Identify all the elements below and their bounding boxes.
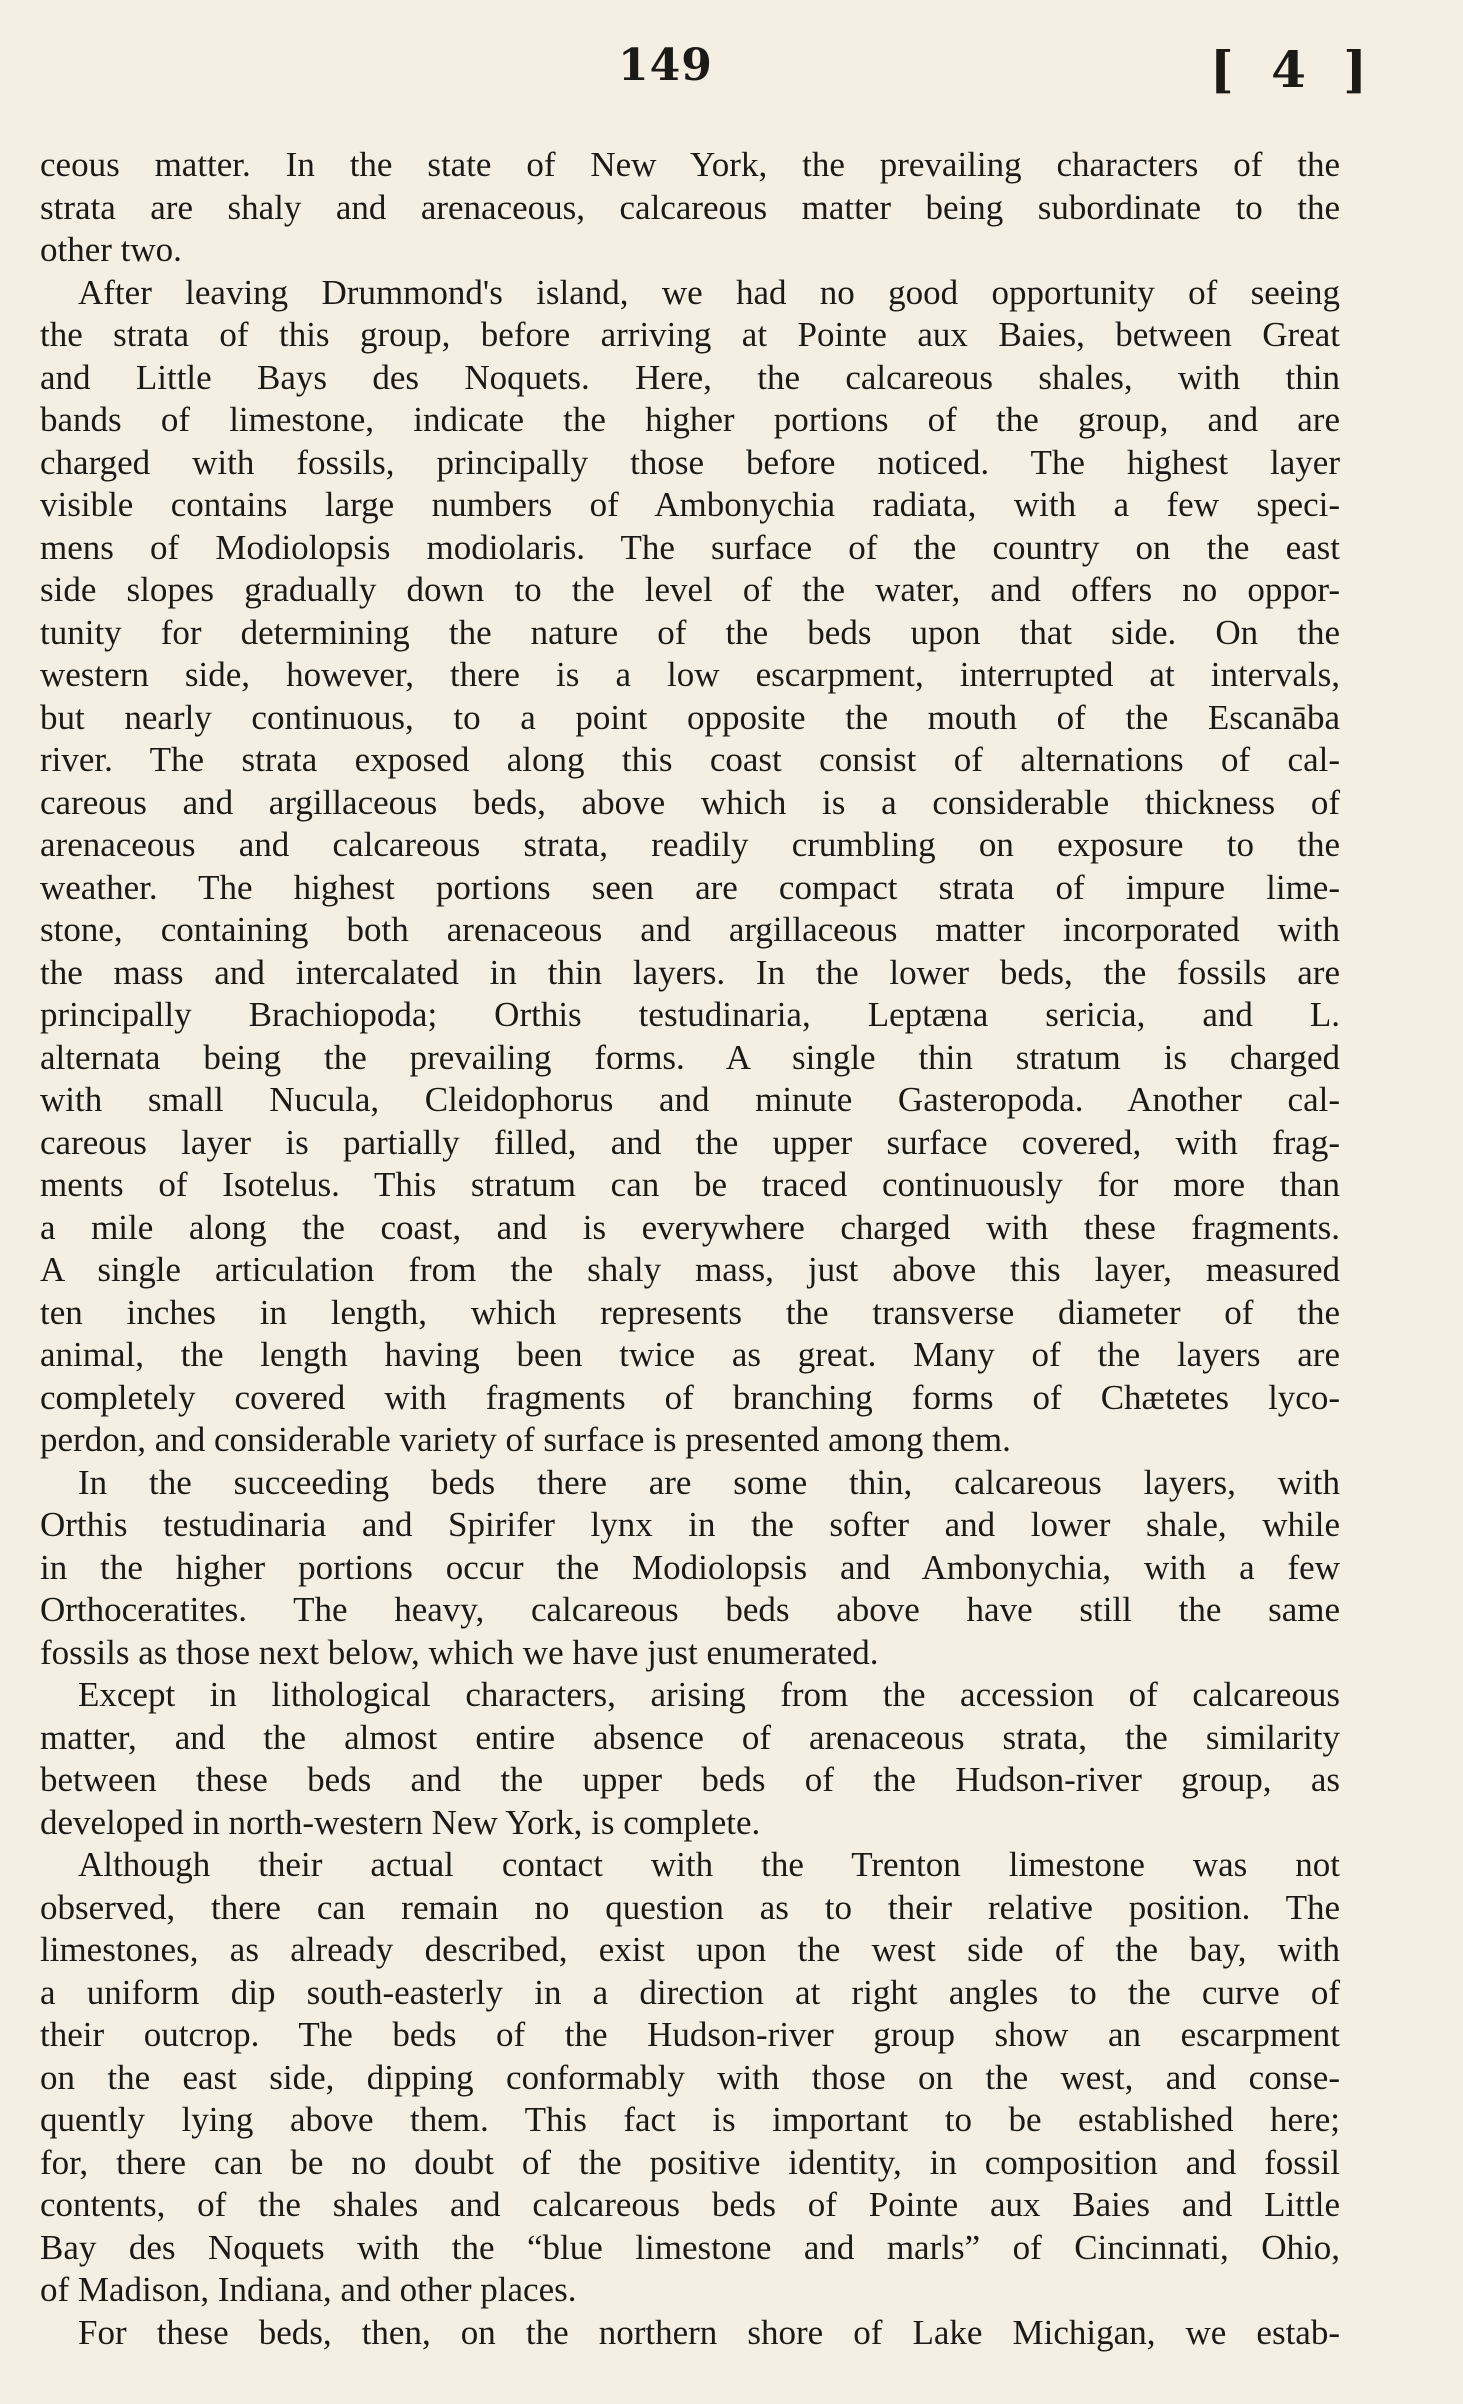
page-number: 149 bbox=[618, 40, 713, 91]
text-line: developed in north-western New York, is complete. bbox=[40, 1802, 761, 1842]
paragraph-start-line: Although their actual contact with the Trenton limestone was not bbox=[78, 1845, 1340, 1884]
text-line: but nearly continuous, to a point opposite the mouth of the Escanāba bbox=[40, 697, 1340, 737]
text-line: of Madison, Indiana, and other places. bbox=[40, 2270, 577, 2309]
text-line: the mass and intercalated in thin layers. In the lower beds, the fossils are bbox=[40, 952, 1340, 992]
text-line: ceous matter. In the state of New York, the prevailing characters of the bbox=[40, 145, 1340, 184]
text-line: in the higher portions occur the Modiolopsis and Ambonychia, with a few bbox=[40, 1547, 1340, 1587]
text-line: the strata of this group, before arriving at Pointe aux Baies, between Great bbox=[40, 315, 1340, 354]
text-line: a uniform dip south-easterly in a direction at right angles to the curve of bbox=[40, 1972, 1340, 2012]
sheet-mark: [ 4 ] bbox=[1210, 40, 1377, 99]
text-line: a mile along the coast, and is everywhere charged with these fragments. bbox=[40, 1207, 1340, 1247]
text-line: stone, containing both arenaceous and argillaceous matter incorporated with bbox=[40, 910, 1340, 949]
text-line: other two. bbox=[40, 230, 182, 269]
paragraph-start-line: In the succeeding beds there are some thin, calcareous layers, with bbox=[78, 1462, 1340, 1502]
text-line: mens of Modiolopsis modiolaris. The surface of the country on the east bbox=[40, 527, 1340, 567]
text-line: perdon, and considerable variety of surface is presented among them. bbox=[40, 1420, 1011, 1459]
text-line: principally Brachiopoda; Orthis testudinaria, Leptæna sericia, and L. bbox=[40, 995, 1340, 1034]
text-line: completely covered with fragments of branching forms of Chætetes lyco- bbox=[40, 1377, 1340, 1417]
text-line: careous and argillaceous beds, above which is a considerable thickness of bbox=[40, 782, 1340, 822]
text-line: on the east side, dipping conformably with those on the west, and conse- bbox=[40, 2057, 1340, 2097]
text-line: A single articulation from the shaly mass, just above this layer, measured bbox=[40, 1250, 1340, 1289]
text-line: Orthoceratites. The heavy, calcareous beds above have still the same bbox=[40, 1590, 1340, 1629]
text-line: charged with fossils, principally those before noticed. The highest layer bbox=[40, 442, 1340, 482]
text-line: contents, of the shales and calcareous beds of Pointe aux Baies and Little bbox=[40, 2185, 1340, 2224]
paragraph-start-line: Except in lithological characters, arising from the accession of calcareous bbox=[78, 1675, 1340, 1714]
text-line: between these beds and the upper beds of the Hudson-river group, as bbox=[40, 1760, 1340, 1799]
text-line: tunity for determining the nature of the beds upon that side. On the bbox=[40, 612, 1340, 652]
page-header bbox=[0, 40, 1463, 100]
paragraph-start-line: After leaving Drummond's island, we had no good opportunity of seeing bbox=[78, 272, 1340, 312]
text-line: weather. The highest portions seen are compact strata of impure lime- bbox=[40, 867, 1340, 907]
text-line: visible contains large numbers of Ambonychia radiata, with a few speci- bbox=[40, 485, 1340, 524]
text-line: Orthis testudinaria and Spirifer lynx in the softer and lower shale, while bbox=[40, 1505, 1340, 1544]
text-line: river. The strata exposed along this coast consist of alternations of cal- bbox=[40, 740, 1340, 779]
body-text bbox=[40, 144, 1340, 2354]
text-line: arenaceous and calcareous strata, readily crumbling on exposure to the bbox=[40, 825, 1340, 864]
text-line: their outcrop. The beds of the Hudson-river group show an escarpment bbox=[40, 2015, 1340, 2054]
text-line: bands of limestone, indicate the higher portions of the group, and are bbox=[40, 400, 1340, 439]
text-line: quently lying above them. This fact is important to be established here; bbox=[40, 2100, 1340, 2139]
text-line: and Little Bays des Noquets. Here, the calcareous shales, with thin bbox=[40, 357, 1340, 397]
text-line: with small Nucula, Cleidophorus and minute Gasteropoda. Another cal- bbox=[40, 1080, 1340, 1119]
text-line: side slopes gradually down to the level of the water, and offers no oppor- bbox=[40, 570, 1340, 609]
text-line: matter, and the almost entire absence of arenaceous strata, the similarity bbox=[40, 1717, 1340, 1757]
text-line: ten inches in length, which represents the transverse diameter of the bbox=[40, 1292, 1340, 1332]
text-line: ments of Isotelus. This stratum can be traced continuously for more than bbox=[40, 1165, 1340, 1204]
text-line: western side, however, there is a low escarpment, interrupted at intervals, bbox=[40, 655, 1340, 694]
text-line: Bay des Noquets with the “blue limestone and marls” of Cincinnati, Ohio, bbox=[40, 2227, 1340, 2267]
text-line: strata are shaly and arenaceous, calcareous matter being subordinate to the bbox=[40, 187, 1340, 227]
text-line: observed, there can remain no question as to their relative position. The bbox=[40, 1887, 1340, 1927]
text-line: fossils as those next below, which we have just enumerated. bbox=[40, 1632, 879, 1672]
text-line: animal, the length having been twice as great. Many of the layers are bbox=[40, 1335, 1340, 1374]
text-line: alternata being the prevailing forms. A single thin stratum is charged bbox=[40, 1037, 1340, 1077]
paragraph-start-line: For these beds, then, on the northern shore of Lake Michigan, we estab- bbox=[78, 2312, 1340, 2352]
text-line: limestones, as already described, exist upon the west side of the bay, with bbox=[40, 1930, 1340, 1969]
text-line: careous layer is partially filled, and the upper surface covered, with frag- bbox=[40, 1122, 1340, 1162]
text-line: for, there can be no doubt of the positive identity, in composition and fossil bbox=[40, 2142, 1340, 2182]
